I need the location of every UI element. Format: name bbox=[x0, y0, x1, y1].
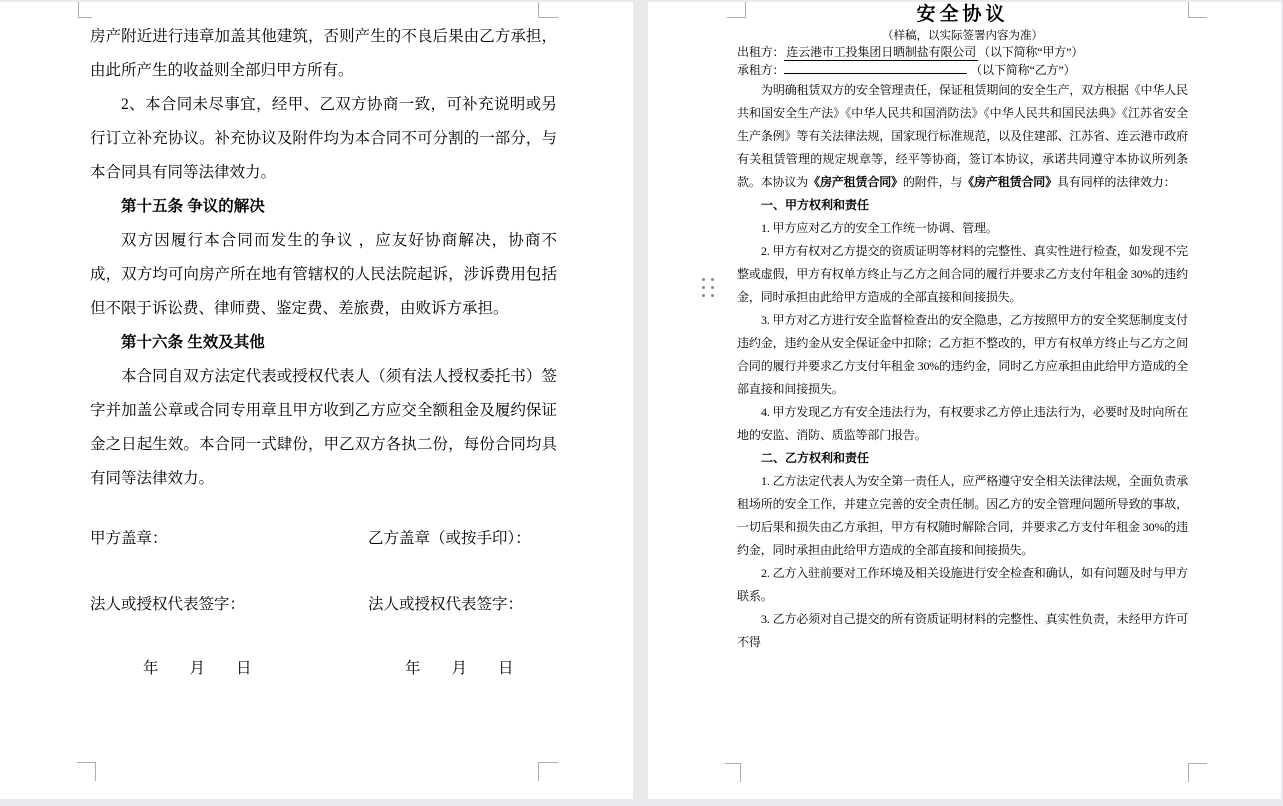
crop-mark-bottom-left-icon bbox=[725, 763, 741, 782]
crop-mark-bottom-right-icon bbox=[1188, 763, 1207, 782]
section1-item-3: 3. 甲方对乙方进行安全监督检查出的安全隐患，乙方按照甲方的安全奖惩制度支付违约金，违约金从安全保证金中扣除；乙方拒不整改的，甲方有权单方终止与乙方之间合同的履行并要求乙方支付年租金 30%的违约金，同时乙方应承担由此给甲方造成的全部直接和间接损失。 bbox=[737, 313, 1188, 396]
page-right bbox=[648, 2, 1281, 799]
crop-mark-top-right-icon bbox=[1188, 2, 1207, 18]
party-a-date-label: 年 月 日 bbox=[143, 660, 252, 677]
party-b-seal-label: 乙方盖章（或按手印）： bbox=[368, 530, 531, 547]
lessee-line bbox=[737, 61, 1188, 79]
section2-item-2: 2. 乙方入驻前要对工作环境及相关设施进行安全检查和确认，如有问题及时与甲方联系。 bbox=[737, 566, 1188, 603]
signature-row-seal bbox=[90, 527, 557, 551]
lessee-label: 承租方： bbox=[737, 63, 785, 77]
section1-item-4: 4. 甲方发现乙方有安全违法行为，有权要求乙方停止违法行为，必要时及时向所在地的安监、消防、质监等部门报告。 bbox=[737, 405, 1188, 442]
party-b-sign-label: 法人或授权代表签字： bbox=[368, 596, 524, 613]
lessor-name: 连云港市工投集团日晒制盐有限公司 bbox=[786, 45, 977, 59]
paragraph-article-16: 本合同自双方法定代表或授权代表人（须有法人授权委托书）签字并加盖公章或合同专用章且甲方收到乙方应交全额租金及履约保证金之日起生效。本合同一式肆份，甲乙双方各执二份，每份合同均具有同等法律效力。 bbox=[90, 368, 557, 487]
paragraph-article-15: 双方因履行本合同而发生的争议 ，应友好协商解决，协商不成，双方均可向房产所在地有管辖权的人民法院起诉，涉诉费用包括但不限于诉讼费、律师费、鉴定费、差旅费，由败诉方承担。 bbox=[90, 232, 557, 317]
party-a-seal-label: 甲方盖章： bbox=[90, 530, 168, 547]
intro-seg1: 为明确租赁双方的安全管理责任，保证租赁期间的安全生产，双方根据《中华人民共和国安全生产法》《中华人民共和国消防法》《中华人民共和国民法典》《江苏省安全生产条例》等有关法律法规，国家现行标准规范，以及住建部、江苏省、连云港市政府有关租赁管理的规定规章等，经平等协商，签订本协议，承诺共同遵守本协议所列条款。本协议为 bbox=[737, 83, 1188, 189]
paragraph-clause-2: 2、本合同未尽事宜，经甲、乙双方协商一致，可补充说明或另行订立补充协议。补充协议及附件均为本合同不可分割的一部分，与本合同具有同等法律效力。 bbox=[90, 96, 557, 181]
paragraph-drag-handle-icon[interactable] bbox=[702, 278, 717, 302]
party-a-sign-label: 法人或授权代表签字： bbox=[90, 596, 246, 613]
lessor-suffix: （以下简称“甲方”） bbox=[978, 45, 1084, 59]
crop-mark-bottom-right-icon bbox=[538, 762, 558, 781]
lessee-name-blank[interactable] bbox=[784, 61, 967, 74]
right-page-body bbox=[737, 2, 1188, 654]
party-b-date-label: 年 月 日 bbox=[405, 660, 514, 677]
section2-item-1: 1. 乙方法定代表人为安全第一责任人，应严格遵守安全相关法律法规，全面负责承租场所的安全工作，并建立完善的安全责任制。因乙方的安全管理问题所导致的事故，一切后果和损失由乙方承担，甲方有权随时解除合同，并要求乙方支付年租金 30%的违约金，同时承担由此给甲方造成的全部直接和间接损失。 bbox=[737, 474, 1188, 557]
lessor-label: 出租方： bbox=[737, 45, 785, 59]
paragraph-continuation: 房产附近进行违章加盖其他建筑，否则产生的不良后果由乙方承担，由此所产生的收益则全部归甲方所有。 bbox=[90, 28, 557, 79]
intro-seg3: 的附件，与 bbox=[902, 175, 963, 189]
section1-item-1: 1. 甲方应对乙方的安全工作统一协调、管理。 bbox=[761, 221, 998, 235]
section1-item-2: 2. 甲方有权对乙方提交的资质证明等材料的完整性、真实性进行检查，如发现不完整或虚假，甲方有权单方终止与乙方之间合同的履行并要求乙方支付年租金 30%的违约金，同时承担由此给甲方造成的全部直接和间接损失。 bbox=[737, 244, 1188, 304]
signature-row-date bbox=[90, 657, 557, 681]
crop-mark-top-right-icon bbox=[538, 2, 558, 18]
lessee-suffix: （以下简称“乙方”） bbox=[970, 63, 1076, 77]
page-left bbox=[0, 2, 633, 799]
heading-article-15: 第十五条 争议的解决 bbox=[121, 198, 265, 215]
intro-paragraph bbox=[737, 79, 1188, 194]
heading-section-2: 二、乙方权利和责任 bbox=[761, 451, 870, 465]
section2-item-3: 3. 乙方必须对自己提交的所有资质证明材料的完整性、真实性负责，未经甲方许可不得 bbox=[737, 612, 1188, 649]
page-title: 安全协议 bbox=[916, 4, 1009, 25]
signature-row-sign bbox=[90, 593, 557, 617]
intro-seg4-bold: 《房产租赁合同》 bbox=[962, 175, 1057, 189]
heading-section-1: 一、甲方权利和责任 bbox=[761, 198, 870, 212]
left-page-body bbox=[90, 20, 557, 681]
page-subtitle: （样稿，以实际签署内容为准） bbox=[882, 30, 1043, 42]
lessor-line bbox=[737, 44, 1188, 61]
heading-article-16: 第十六条 生效及其他 bbox=[121, 334, 265, 351]
crop-mark-bottom-left-icon bbox=[77, 762, 96, 781]
crop-mark-top-left-icon bbox=[78, 2, 92, 18]
intro-seg2-bold: 《房产租赁合同》 bbox=[808, 175, 903, 189]
intro-seg5: 具有同样的法律效力： bbox=[1057, 175, 1176, 189]
